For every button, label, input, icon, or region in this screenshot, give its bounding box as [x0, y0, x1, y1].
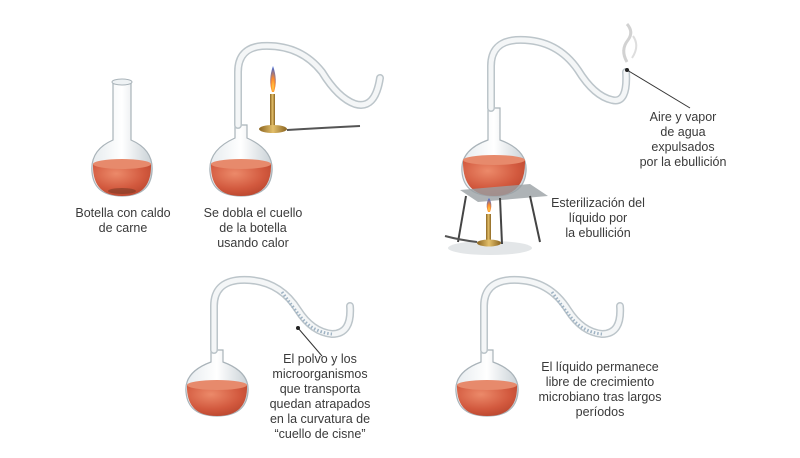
flask-straight-neck — [92, 79, 152, 196]
caption-sterilization: Esterilización del líquido por la ebullición — [551, 196, 645, 240]
caption-air-vapor-expelled: Aire y vapor de agua expulsados por la ebullición — [639, 110, 727, 169]
caption-liquid-sterile: El líquido permanece libre de crecimiento microbiano tras largos períodos — [538, 360, 662, 419]
caption-bend-neck: Se dobla el cuello de la botella usando calor — [203, 206, 303, 250]
caption-flask-broth: Botella con caldo de carne — [75, 206, 171, 235]
flask-neck-bending — [210, 46, 380, 196]
caption-dust-trapped: El polvo y los microorganismos que transporta quedan atrapados en la curvatura de “cuello de cisne” — [269, 352, 371, 441]
